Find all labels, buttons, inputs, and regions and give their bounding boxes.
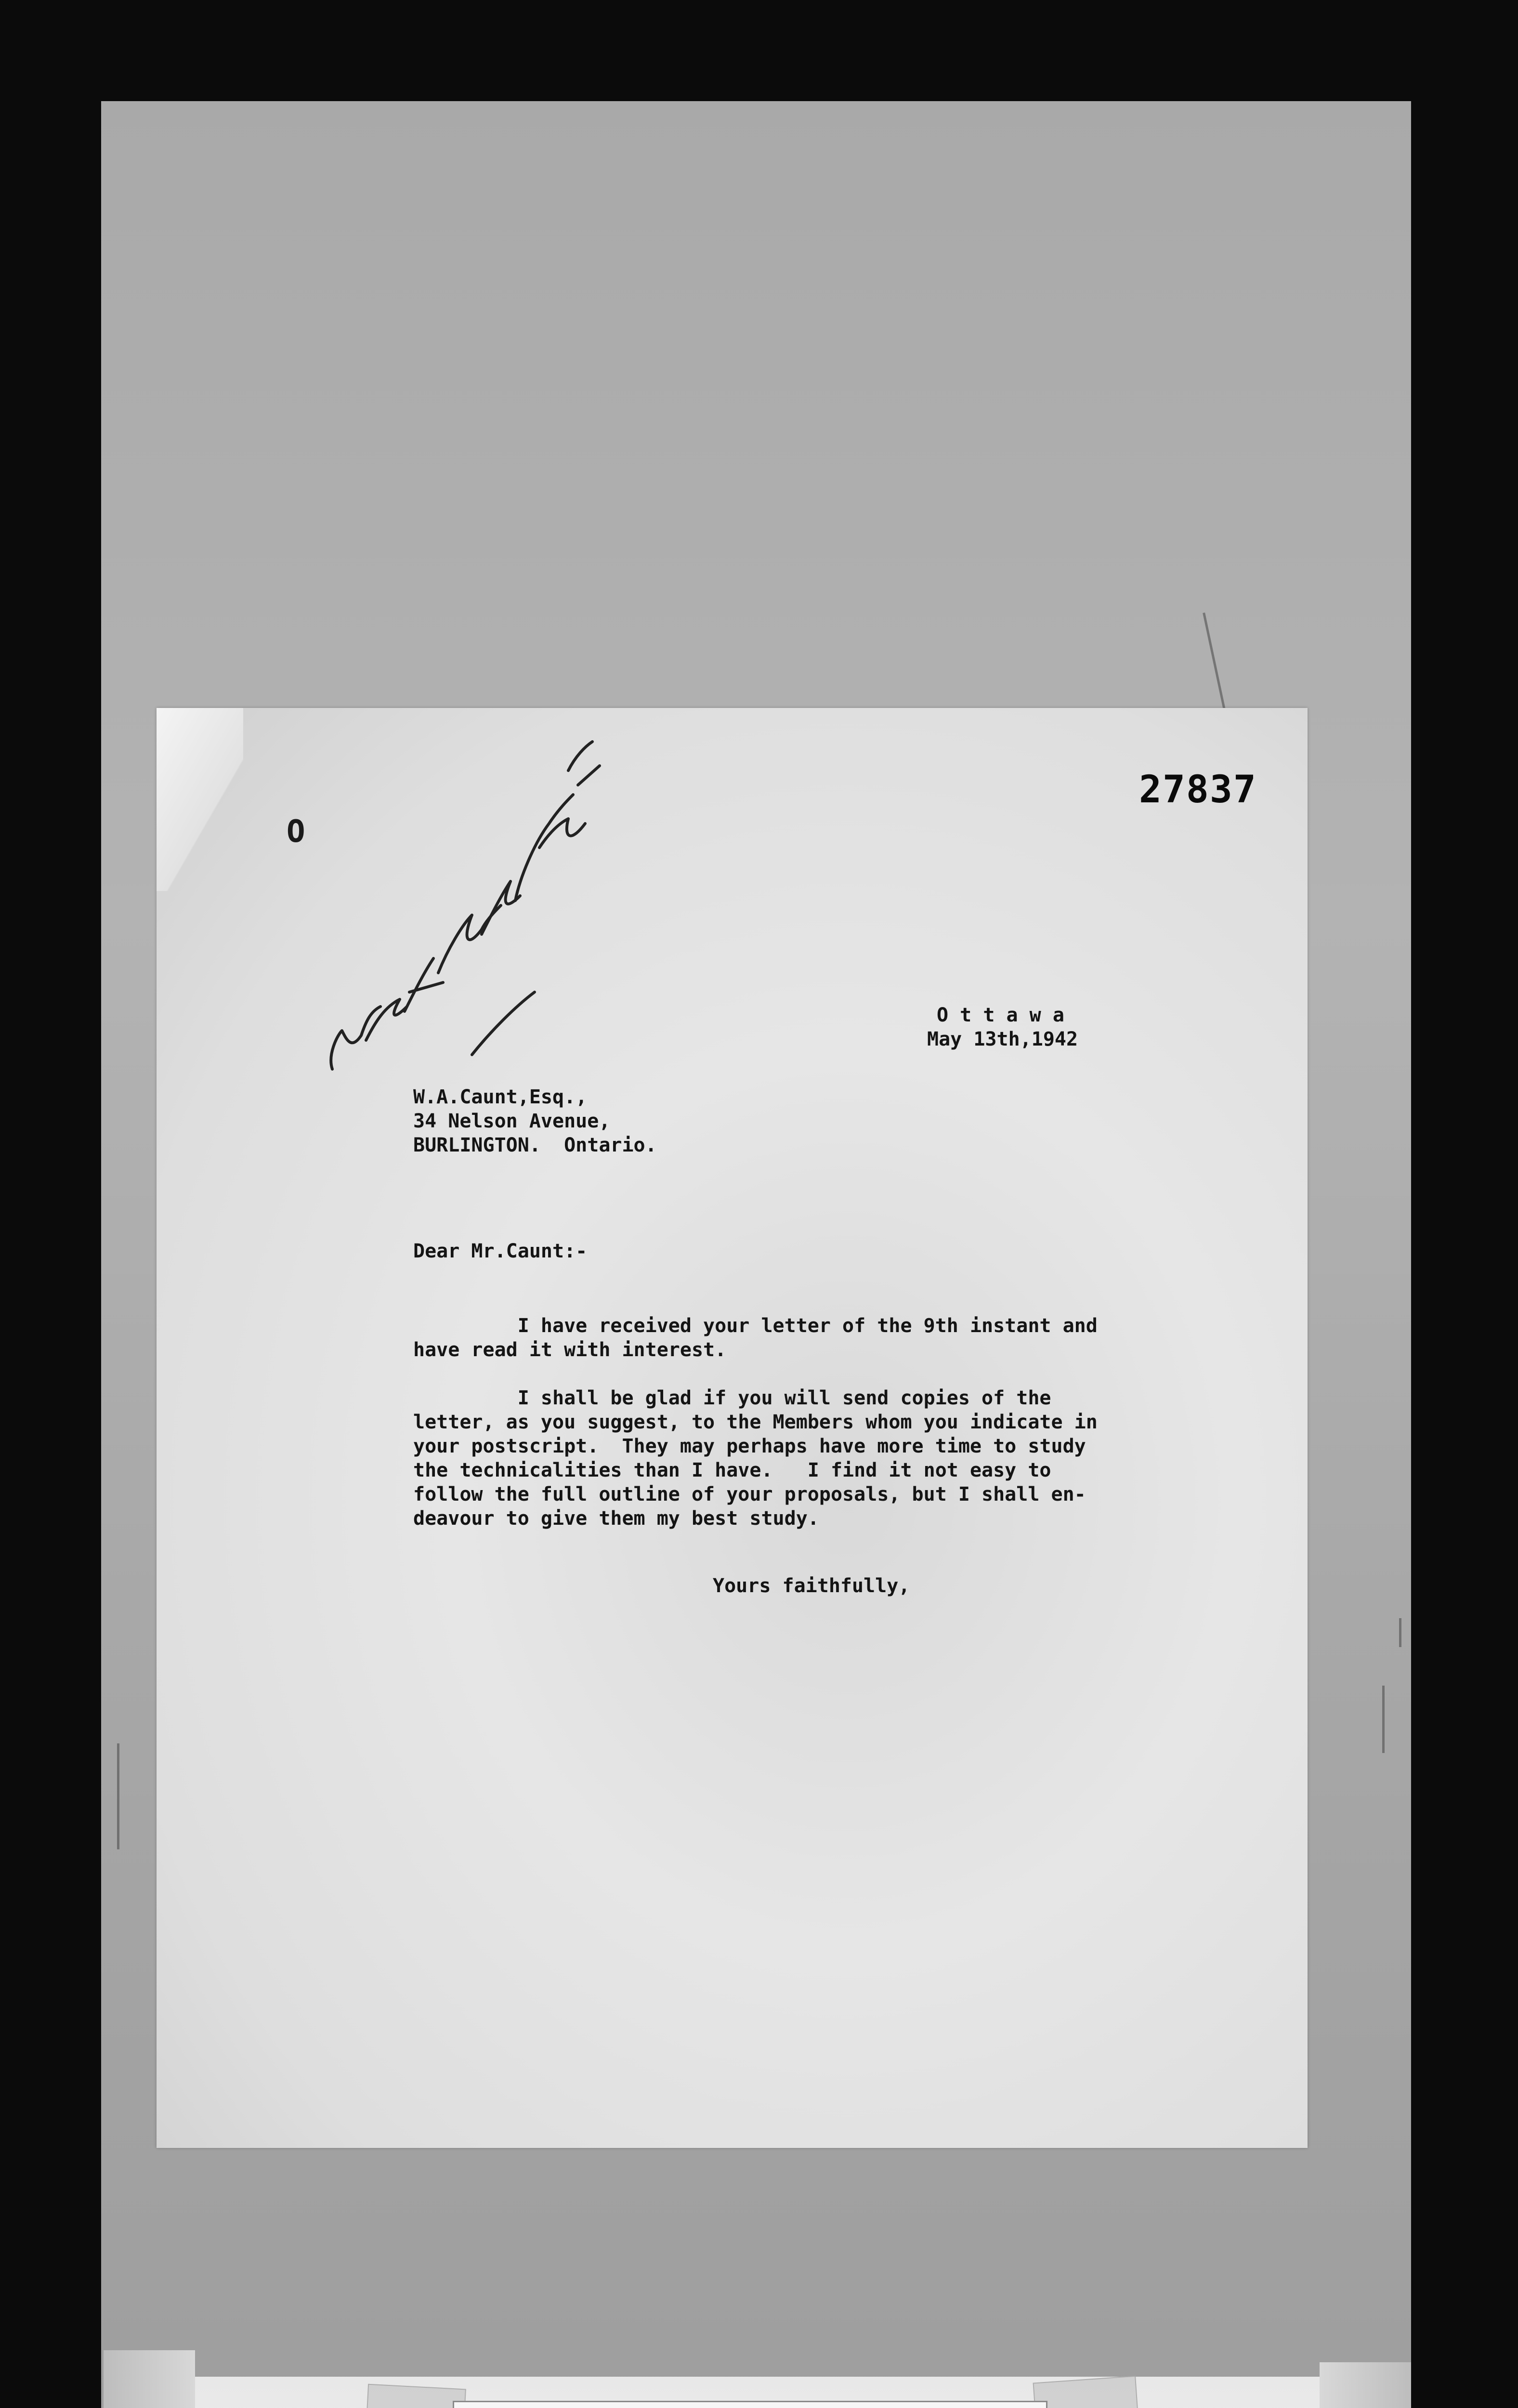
body-line: have read it with interest. — [413, 1339, 727, 1361]
body-line: the technicalities than I have. I find it not easy to — [413, 1459, 1051, 1481]
body-line: deavour to give them my best study. — [413, 1507, 819, 1530]
recipient-name: W.A.Caunt,Esq., — [413, 1086, 588, 1108]
film-scratch — [117, 1743, 119, 1849]
closing: Yours faithfully, — [713, 1575, 910, 1597]
document-number: 27837 — [1139, 768, 1257, 811]
place-line: O t t a w a — [937, 1004, 1064, 1026]
volume-label — [453, 2401, 1047, 2408]
body-line: follow the full outline of your proposals, but I shall en- — [413, 1483, 1086, 1505]
handwritten-note-signature — [308, 722, 607, 1088]
film-scratch — [1399, 1618, 1401, 1647]
recipient-street: 34 Nelson Avenue, — [413, 1110, 611, 1132]
date-line: May 13th,1942 — [927, 1028, 1078, 1050]
body-line: your postscript. They may perhaps have more time to study — [413, 1435, 1086, 1457]
film-scratch — [1382, 1686, 1385, 1753]
board-edge-strip — [1320, 2362, 1411, 2408]
page-curl — [157, 708, 243, 891]
recipient-city: BURLINGTON. Ontario. — [413, 1134, 657, 1156]
board-edge-strip — [104, 2350, 195, 2408]
body-line: I have received your letter of the 9th instant and — [413, 1315, 1098, 1337]
body-line: letter, as you suggest, to the Members whom you indicate in — [413, 1411, 1098, 1433]
corner-mark: O — [287, 814, 305, 850]
salutation: Dear Mr.Caunt:- — [413, 1240, 588, 1262]
body-line: I shall be glad if you will send copies of the — [413, 1387, 1051, 1409]
